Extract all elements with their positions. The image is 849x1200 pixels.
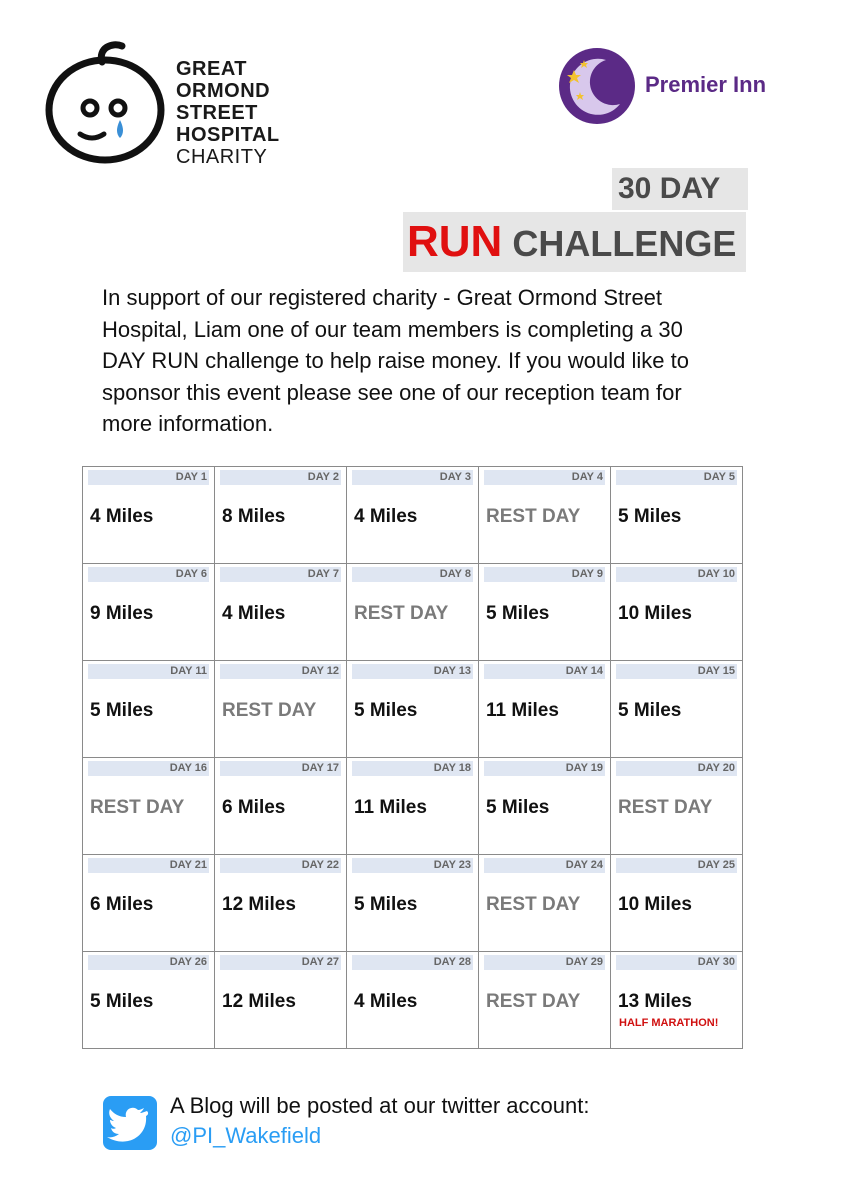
day-label: DAY 12 xyxy=(220,664,341,679)
gosh-line-4: HOSPITAL xyxy=(176,124,280,146)
day-label: DAY 29 xyxy=(484,955,605,970)
distance-label: 5 Miles xyxy=(90,991,154,1012)
distance-label: 10 Miles xyxy=(618,603,692,624)
intro-paragraph: In support of our registered charity - Great Ormond Street Hospital, Liam one of our team members is completing a 30 DAY RUN challenge to help raise money. If you would like to sponsor this event please see one of our reception team for more information. xyxy=(102,285,689,436)
day-label: DAY 30 xyxy=(616,955,737,970)
calendar-day-cell xyxy=(611,855,743,952)
day-label: DAY 28 xyxy=(352,955,473,970)
title-30-day: 30 DAY xyxy=(612,168,748,210)
distance-label: 5 Miles xyxy=(354,894,418,915)
calendar-day-cell xyxy=(611,564,743,661)
calendar-day-cell xyxy=(347,855,479,952)
distance-label: 5 Miles xyxy=(486,797,550,818)
calendar-day-cell xyxy=(479,661,611,758)
blog-notice: A Blog will be posted at our twitter account: xyxy=(170,1093,590,1118)
rest-day-label: REST DAY xyxy=(486,894,581,915)
calendar-week-row xyxy=(83,467,743,564)
calendar-day-cell xyxy=(347,758,479,855)
calendar-week-row xyxy=(83,952,743,1049)
gosh-line-2: ORMOND xyxy=(176,80,271,102)
calendar-day-cell xyxy=(347,564,479,661)
gosh-line-3: STREET xyxy=(176,102,258,124)
rest-day-label: REST DAY xyxy=(486,506,581,527)
day-label: DAY 10 xyxy=(616,567,737,582)
distance-label: 5 Miles xyxy=(90,700,154,721)
distance-label: 6 Miles xyxy=(90,894,154,915)
calendar-day-cell xyxy=(479,467,611,564)
gosh-line-5: CHARITY xyxy=(176,146,268,168)
title-run: RUN xyxy=(407,217,503,266)
calendar-day-cell xyxy=(215,855,347,952)
day-label: DAY 26 xyxy=(88,955,209,970)
day-label: DAY 9 xyxy=(484,567,605,582)
distance-label: 5 Miles xyxy=(618,506,682,527)
day-label: DAY 21 xyxy=(88,858,209,873)
rest-day-label: REST DAY xyxy=(486,991,581,1012)
day-label: DAY 22 xyxy=(220,858,341,873)
day-label: DAY 19 xyxy=(484,761,605,776)
distance-label: 8 Miles xyxy=(222,506,286,527)
distance-label: 5 Miles xyxy=(486,603,550,624)
calendar-day-cell xyxy=(215,952,347,1049)
calendar-day-cell xyxy=(83,758,215,855)
calendar-day-cell xyxy=(83,564,215,661)
calendar-day-cell xyxy=(479,758,611,855)
distance-label: 4 Miles xyxy=(354,991,418,1012)
distance-label: 10 Miles xyxy=(618,894,692,915)
day-label: DAY 2 xyxy=(220,470,341,485)
day-label: DAY 11 xyxy=(88,664,209,679)
calendar-day-cell xyxy=(215,758,347,855)
gosh-logo-text xyxy=(176,58,280,168)
day-label: DAY 7 xyxy=(220,567,341,582)
calendar-day-cell xyxy=(611,661,743,758)
rest-day-label: REST DAY xyxy=(354,603,449,624)
calendar-day-cell xyxy=(83,661,215,758)
day-label: DAY 6 xyxy=(88,567,209,582)
day-label: DAY 20 xyxy=(616,761,737,776)
calendar-day-cell xyxy=(83,952,215,1049)
day-label: DAY 3 xyxy=(352,470,473,485)
day-label: DAY 18 xyxy=(352,761,473,776)
calendar-day-cell xyxy=(215,564,347,661)
title-challenge: CHALLENGE xyxy=(512,223,737,264)
distance-label: 9 Miles xyxy=(90,603,154,624)
day-label: DAY 17 xyxy=(220,761,341,776)
rest-day-label: REST DAY xyxy=(90,797,185,818)
distance-label: 11 Miles xyxy=(486,700,559,721)
distance-label: 6 Miles xyxy=(222,797,286,818)
calendar-day-cell xyxy=(83,855,215,952)
rest-day-label: REST DAY xyxy=(222,700,317,721)
run-calendar xyxy=(82,466,743,1049)
distance-label: 4 Miles xyxy=(354,506,418,527)
calendar-week-row xyxy=(83,855,743,952)
calendar-day-cell xyxy=(479,855,611,952)
half-marathon-note: HALF MARATHON! xyxy=(619,1017,719,1029)
calendar-day-cell xyxy=(611,758,743,855)
day-label: DAY 14 xyxy=(484,664,605,679)
gosh-line-1: GREAT xyxy=(176,58,248,80)
day-label: DAY 16 xyxy=(88,761,209,776)
calendar-day-cell xyxy=(479,564,611,661)
distance-label: 12 Miles xyxy=(222,894,296,915)
calendar-week-row xyxy=(83,758,743,855)
calendar-day-cell xyxy=(215,661,347,758)
day-label: DAY 8 xyxy=(352,567,473,582)
calendar-week-row xyxy=(83,564,743,661)
calendar-day-cell xyxy=(479,952,611,1049)
day-label: DAY 27 xyxy=(220,955,341,970)
day-label: DAY 13 xyxy=(352,664,473,679)
rest-day-label: REST DAY xyxy=(618,797,713,818)
title-run-challenge xyxy=(403,212,746,272)
day-label: DAY 4 xyxy=(484,470,605,485)
day-label: DAY 5 xyxy=(616,470,737,485)
day-label: DAY 25 xyxy=(616,858,737,873)
distance-label: 5 Miles xyxy=(618,700,682,721)
distance-label: 12 Miles xyxy=(222,991,296,1012)
distance-label: 13 Miles xyxy=(618,991,692,1012)
distance-label: 4 Miles xyxy=(222,603,286,624)
twitter-bird-icon xyxy=(103,1096,157,1150)
day-label: DAY 1 xyxy=(88,470,209,485)
distance-label: 5 Miles xyxy=(354,700,418,721)
distance-label: 11 Miles xyxy=(354,797,427,818)
day-label: DAY 23 xyxy=(352,858,473,873)
day-label: DAY 15 xyxy=(616,664,737,679)
calendar-day-cell xyxy=(83,467,215,564)
calendar-day-cell xyxy=(611,467,743,564)
twitter-handle-link[interactable]: @PI_Wakefield xyxy=(170,1123,322,1148)
calendar-week-row xyxy=(83,661,743,758)
distance-label: 4 Miles xyxy=(90,506,154,527)
calendar-day-cell xyxy=(347,661,479,758)
calendar-day-cell xyxy=(611,952,743,1049)
premier-inn-name: Premier Inn xyxy=(645,72,767,97)
day-label: DAY 24 xyxy=(484,858,605,873)
calendar-day-cell xyxy=(347,952,479,1049)
calendar-day-cell xyxy=(347,467,479,564)
calendar-day-cell xyxy=(215,467,347,564)
